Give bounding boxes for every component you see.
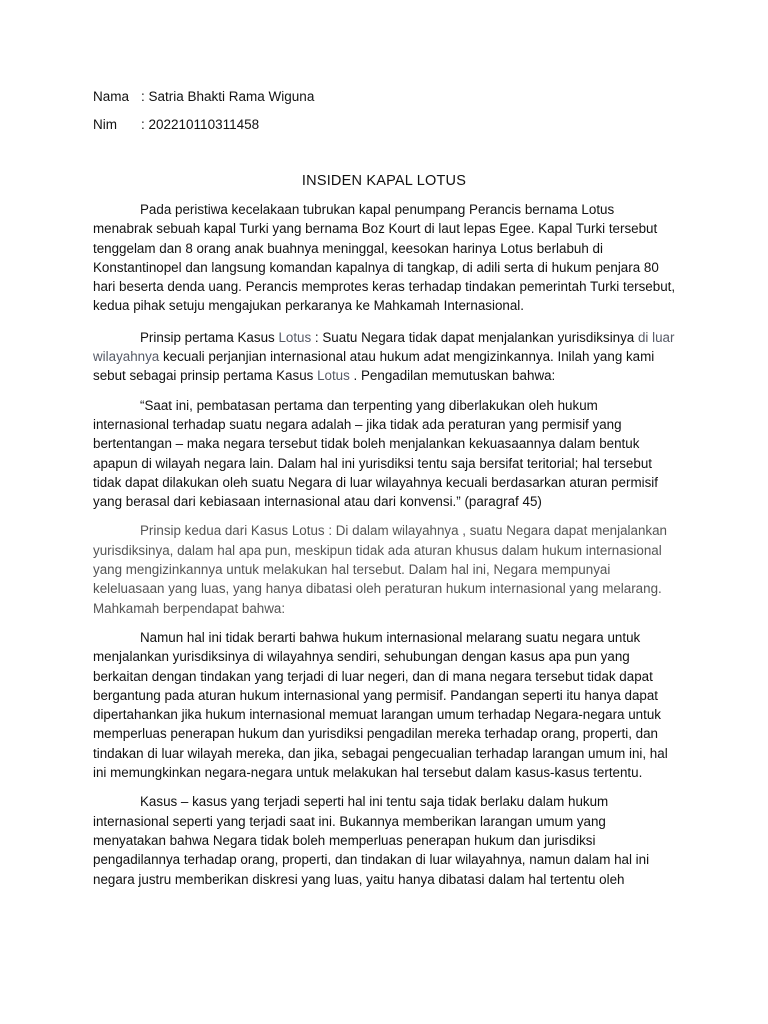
paragraph-2 (93, 328, 676, 386)
name-value: : Satria Bhakti Rama Wiguna (141, 89, 315, 104)
paragraph-2-part-a: Prinsip pertama Kasus (140, 329, 279, 345)
paragraph-2-part-e: kecuali perjanjian internasional atau hukum adat mengizinkannya. Inilah yang kami sebut sebagai prinsip pertama Kasus (93, 349, 655, 384)
nim-label: Nim (93, 117, 117, 132)
document-body (93, 200, 676, 899)
lotus-reference: Lotus (278, 329, 312, 345)
lotus-reference-2: Lotus (317, 368, 350, 384)
paragraph-4: Prinsip kedua dari Kasus Lotus : Di dalam wilayahnya , suatu Negara dapat menjalankan yurisdiksinya, dalam hal apa pun, meskipun tidak ada aturan khusus dalam hukum internasional yang mengizinkannya untuk melakukan hal tersebut. Dalam hal ini, Negara mempunyai keleluasaan yang luas, yang hanya dibatasi oleh peraturan hukum internasional yang melarang. Mahkamah berpendapat bahwa: (93, 523, 668, 616)
student-name-row (93, 87, 314, 106)
paragraph-6: Kasus – kasus yang terjadi seperti hal ini tentu saja tidak berlaku dalam hukum internasional seperti yang terjadi saat ini. Bukannya memberikan larangan umum yang menyatakan bahwa Negara tidak boleh memperluas penerapan hukum dan jurisdiksi pengadilannya terhadap orang, properti, dan tindakan di luar wilayahnya, namun dalam hal ini negara justru memberikan diskresi yang luas, yaitu hanya dibatasi dalam hal tertentu oleh (93, 794, 650, 887)
document-title: INSIDEN KAPAL LOTUS (301, 173, 467, 189)
paragraph-2-part-c: : Suatu Negara tidak dapat menjalankan yurisdiksinya (311, 329, 638, 345)
student-nim-row (93, 115, 259, 134)
paragraph-3-quote: “Saat ini, pembatasan pertama dan terpenting yang diberlakukan oleh hukum internasional terhadap suatu negara adalah – jika tidak ada peraturan yang permisif yang bertentangan – maka negara tersebut tidak boleh menjalankan kekuasaannya dalam bentuk apapun di wilayah negara lain. Dalam hal ini yurisdiksi tentu saja bersifat teritorial; hal tersebut tidak dapat dilakukan oleh suatu Negara di luar wilayahnya kecuali berdasarkan aturan permisif yang berasal dari kebiasaan internasional atau dari konvensi.” (paragraf 45) (93, 397, 658, 510)
paragraph-2-part-g: . Pengadilan memutuskan bahwa: (349, 368, 556, 384)
paragraph-1: Pada peristiwa kecelakaan tubrukan kapal penumpang Perancis bernama Lotus menabrak sebuah kapal Turki yang bernama Boz Kourt di laut lepas Egee. Kapal Turki tersebut tenggelam dan 8 orang anak buahnya meninggal, keesokan harinya Lotus berlabuh di Konstantinopel dan langsung komandan kapalnya di tangkap, di adili serta di hukum penjara 80 hari beserta denda uang. Perancis memprotes keras terhadap tindakan pemerintah Turki tersebut, kedua pihak setuju mengajukan perkaranya ke Mahkamah Internasional. (93, 202, 676, 314)
outside-territory-phrase: di luar wilayahnya (93, 329, 675, 365)
name-label: Nama (93, 89, 130, 104)
nim-value: : 202210110311458 (141, 117, 260, 132)
paragraph-5: Namun hal ini tidak berarti bahwa hukum internasional melarang suatu negara untuk menjalankan yurisdiksinya di wilayahnya sendiri, sehubungan dengan kasus apa pun yang berkaitan dengan tindakan yang terjadi di luar negeri, dan di mana negara tersebut tidak dapat bergantung pada aturan hukum internasional yang permisif. Pandangan seperti itu hanya dapat dipertahankan jika hukum internasional memuat larangan umum terhadap Negara-negara untuk memperluas penerapan hukum dan yurisdiksi pengadilan mereka terhadap orang, properti, dan tindakan di luar wilayah mereka, dan jika, sebagai pengecualian terhadap larangan umum ini, hal ini memungkinkan negara-negara untuk melakukan hal tersebut dalam kasus-kasus tertentu. (93, 629, 668, 781)
